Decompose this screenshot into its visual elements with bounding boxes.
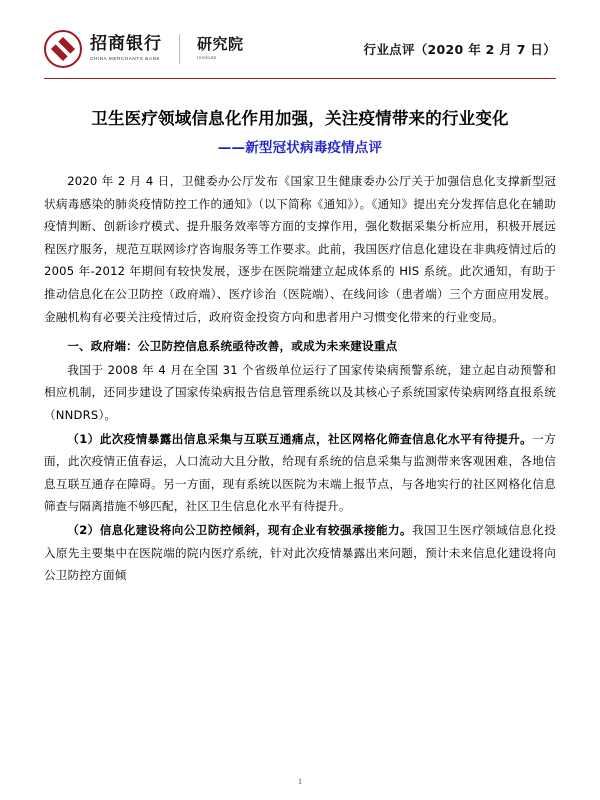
list-item-2-rest: 我国卫生医疗领域信息化投入原先主要集中在医院端的院内医疗系统，针对此次疫情暴露出来问题，预计未来信息化建设将向公卫防控方面倾 xyxy=(44,523,557,583)
bank-name-cn: 招商银行 xyxy=(90,34,162,55)
list-item-2 xyxy=(44,519,556,587)
section-heading-1: 一、政府端：公卫防控信息系统亟待改善，或成为未来建设重点 xyxy=(67,339,398,354)
institute-name-block xyxy=(197,37,244,61)
bank-logo-icon xyxy=(44,30,82,68)
institute-name-cn: 研究院 xyxy=(197,35,244,54)
list-item-2-lead: （2）信息化建设将向公卫防控倾斜，现有企业有较强承接能力。 xyxy=(67,523,413,537)
page-number: 1 xyxy=(297,776,303,786)
document-body xyxy=(44,170,556,587)
section-1-paragraph: 我国于 2008 年 4 月在全国 31 个省级单位运行了国家传染病预警系统，建立起自动预警和相应机制，还同步建设了国家传染病报告信息管理系统以及其核心子系统国家传染病网络直报系统（NNDRS）。 xyxy=(44,362,556,423)
page-title: 卫生医疗领域信息化作用加强，关注疫情带来的行业变化 xyxy=(91,109,509,128)
bank-logo xyxy=(44,30,244,68)
page-subtitle: ——新型冠状病毒疫情点评 xyxy=(217,140,383,157)
list-item-1 xyxy=(44,428,556,518)
page-header xyxy=(44,30,556,76)
list-item-1-rest: 一方面，此次疫情正值春运，人口流动大且分散，给现有系统的信息采集与监测带来客观困难，各地信息互联互通存在障碍。另一方面，现有系统以医院为末端上报节点，与各地实行的社区网格化信息筛查与隔离措施不够匹配，社区卫生信息化水平有待提升。 xyxy=(44,431,556,514)
list-item-1-lead: （1）此次疫情暴露出信息采集与互联互通痛点，社区网格化筛查信息化水平有待提升。 xyxy=(67,431,533,446)
logo-divider xyxy=(179,34,180,64)
header-divider xyxy=(44,78,556,79)
report-type-date: 行业点评（2020 年 2 月 7 日） xyxy=(363,42,556,57)
institute-name-en: Institute xyxy=(197,54,217,60)
bank-name-block xyxy=(90,36,162,62)
paragraph-intro: 2020 年 2 月 4 日，卫健委办公厅发布《国家卫生健康委办公厅关于加强信息化支撑新型冠状病毒感染的肺炎疫情防控工作的通知》（以下简称《通知》）。《通知》提出充分发挥信息化在辅助疫情判断、创新诊疗模式、提升服务效率等方面的支撑作用，强化数据采集分析应用，积极开展远程医疗服务，规范互联网诊疗咨询服务等工作要求。此前，我国医疗信息化建设在非典疫情过后的 2005 年-2012 年期间有较快发展，逐步在医院端建立起成体系的 HIS 系统。此次通知，有助于推动信息化在公卫防控（政府端）、医疗诊治（医院端）、在线问诊（患者端）三个方面应用发展。金融机构有必要关注疫情过后，政府资金投资方向和患者用户习惯变化带来的行业变局。 xyxy=(44,174,556,324)
bank-name-en: CHINA MERCHANTS BANK xyxy=(90,56,161,62)
